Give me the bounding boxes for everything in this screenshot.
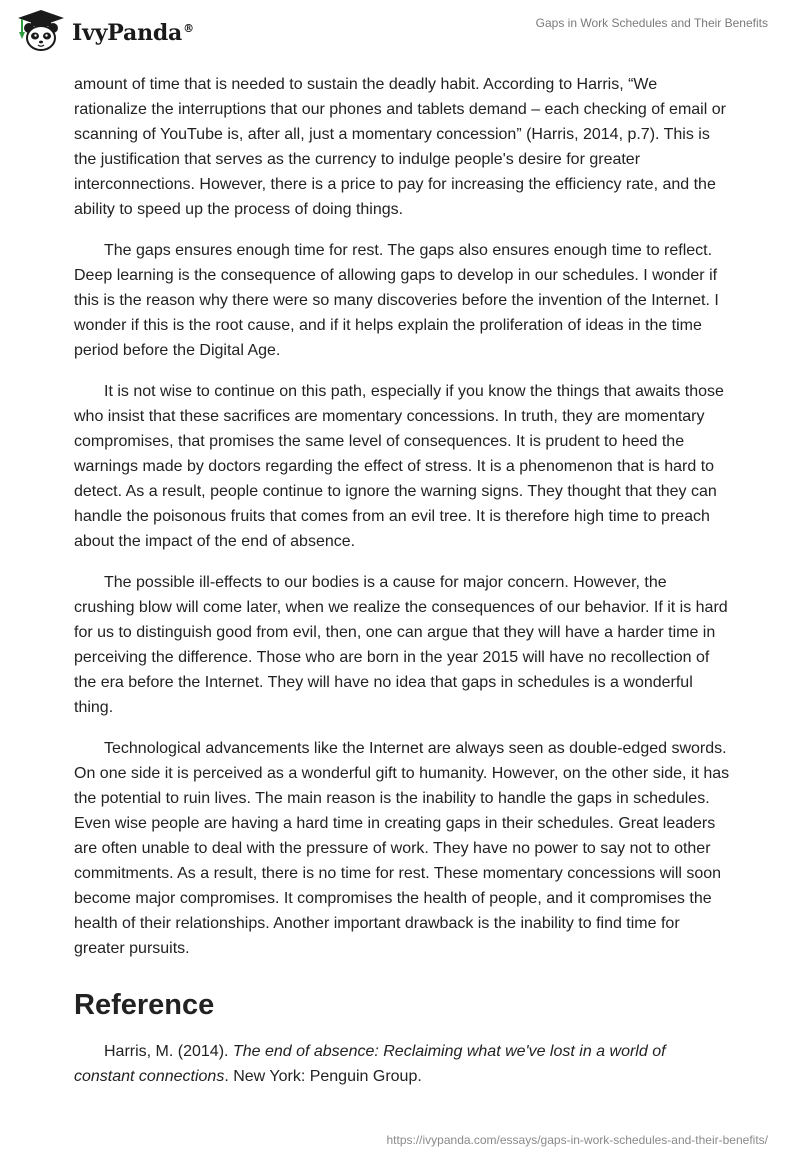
body-paragraph: The possible ill-effects to our bodies is a cause for major concern. However, the crushing blow will come later, when we realize the consequences of our behavior. If it is hard for us to distinguish good from evil, then, one can argue that they will have a harder time in perceiving the difference. Those who are born in the year 2015 will have no recollection of the era before the Internet. They will have no idea that gaps in schedules is a wonderful thing. — [74, 574, 728, 716]
body-paragraph: The gaps ensures enough time for rest. The gaps also ensures enough time to reflect. Deep learning is the consequence of allowing gaps to develop in our schedules. I wonder if this is the reason why there were so many discoveries before the invention of the Internet. I wonder if this is the root cause, and if it helps explain the proliferation of ideas in the time period before the Digital Age. — [74, 242, 719, 359]
body-paragraph: amount of time that is needed to sustain the deadly habit. According to Harris, “We rationalize the interruptions that our phones and tablets demand – each checking of email or scanning of YouTube is, after all, just a momentary concession” (Harris, 2014, p.7). This is the justification that serves as the currency to indulge people's desire for greater interconnections. However, there is a price to pay for increasing the efficiency rate, and the ability to speed up the process of doing things. — [74, 76, 726, 218]
source-url[interactable]: https://ivypanda.com/essays/gaps-in-work-schedules-and-their-benefits/ — [386, 1133, 768, 1147]
reference-entry — [74, 1039, 730, 1089]
panda-graduate-icon — [14, 8, 68, 54]
ivypanda-logo[interactable] — [14, 8, 194, 54]
reference-author-year: Harris, M. (2014). — [104, 1043, 233, 1060]
reference-heading: Reference — [74, 989, 215, 1021]
reference-title: The end of absence: Reclaiming what we've lost in a world of constant connections — [74, 1043, 666, 1085]
body-paragraph: It is not wise to continue on this path, especially if you know the things that awaits those who insist that these sacrifices are momentary concessions. In truth, they are momentary compromises, that promises the same level of consequences. It is prudent to heed the warnings made by doctors regarding the effect of stress. It is a phenomenon that is hard to detect. As a result, people continue to ignore the warning signs. They thought that they can handle the poisonous fruits that comes from an evil tree. It is therefore high time to preach about the impact of the end of absence. — [74, 383, 724, 550]
essay-body — [74, 72, 730, 1089]
reference-publisher: . New York: Penguin Group. — [224, 1068, 422, 1085]
running-title: Gaps in Work Schedules and Their Benefits — [535, 16, 768, 30]
page-header — [0, 0, 800, 66]
body-paragraph: Technological advancements like the Internet are always seen as double-edged swords. On one side it is perceived as a wonderful gift to humanity. However, on the other side, it has the potential to ruin lives. The main reason is the inability to handle the gaps in schedules. Even wise people are having a hard time in creating gaps in their schedules. Great leaders are often unable to deal with the pressure of work. They have no power to say not to other commitments. As a result, there is no time for rest. These momentary concessions will soon become major compromises. It compromises the health of people, and it compromises the health of their relationships. Another important drawback is the inability to find time for greater pursuits. — [74, 740, 730, 957]
logo-wordmark: IvyPanda® — [72, 20, 194, 46]
